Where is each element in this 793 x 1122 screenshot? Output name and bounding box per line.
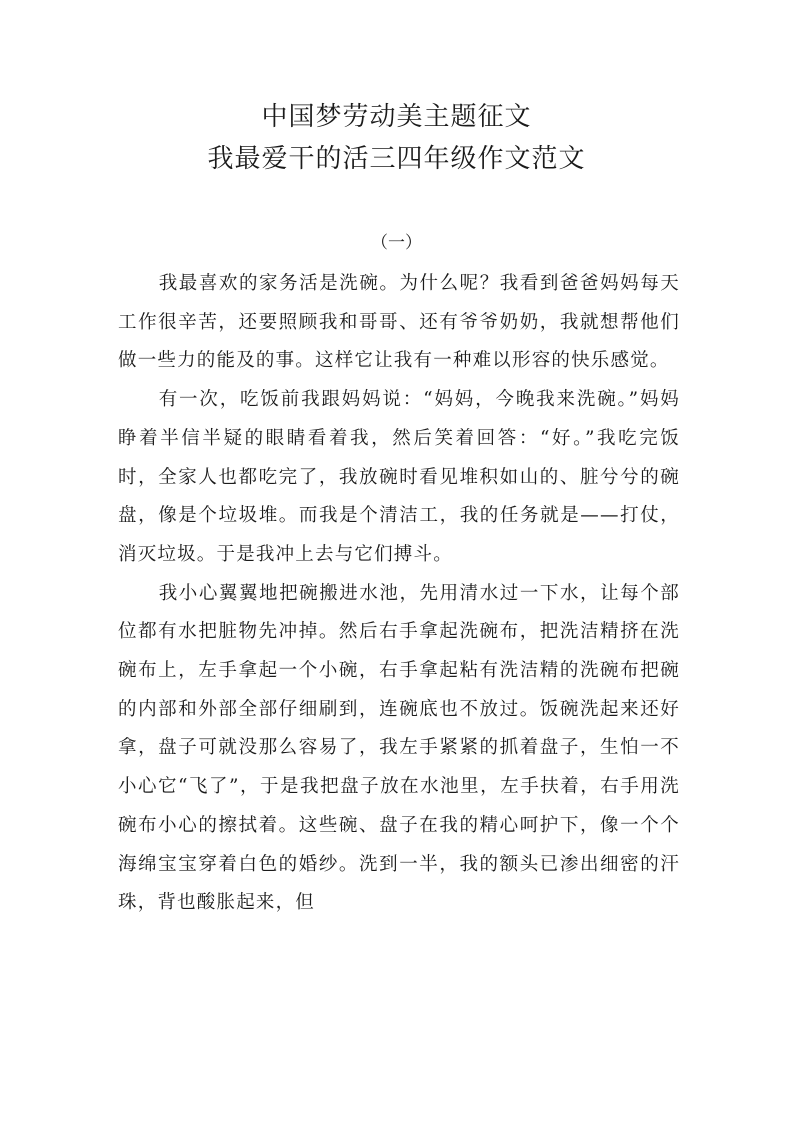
paragraph: 我小心翼翼地把碗搬进水池，先用清水过一下水，让每个部位都有水把脏物先冲掉。然后右手拿起洗碗布，把洗洁精挤在洗碗布上，左手拿起一个小碗，右手拿起粘有洗洁精的洗碗布把碗的内部和外部全部仔细刷到，连碗底也不放过。饭碗洗起来还好拿，盘子可就没那么容易了，我左手紧紧的抓着盘子，生怕一不小心它“飞了”，于是我把盘子放在水池里，左手扶着，右手用洗碗布小心的擦拭着。这些碗、盘子在我的精心呵护下，像一个个海绵宝宝穿着白色的婚纱。洗到一半，我的额头已渗出细密的汗珠，背也酸胀起来，但 bbox=[118, 582, 680, 914]
document-title: 中国梦劳动美主题征文 bbox=[261, 102, 532, 132]
paragraph: 有一次，吃饭前我跟妈妈说：“妈妈，今晚我来洗碗。”妈妈睁着半信半疑的眼睛看着我，然后笑着回答：“好。”我吃完饭时，全家人也都吃完了，我放碗时看见堆积如山的、脏兮兮的碗盘，像是个垃圾堆。而我是个清洁工，我的任务就是——打仗，消灭垃圾。于是我冲上去与它们搏斗。 bbox=[118, 389, 680, 565]
paragraph: 我最喜欢的家务活是洗碗。为什么呢？我看到爸爸妈妈每天工作很辛苦，还要照顾我和哥哥、还有爷爷奶奶，我就想帮他们做一些力的能及的事。这样它让我有一种难以形容的快乐感觉。 bbox=[118, 273, 680, 372]
document-subtitle: 我最爱干的活三四年级作文范文 bbox=[207, 144, 586, 174]
essay-body bbox=[118, 265, 680, 923]
title-block bbox=[0, 96, 793, 180]
section-number: （一） bbox=[371, 233, 422, 253]
